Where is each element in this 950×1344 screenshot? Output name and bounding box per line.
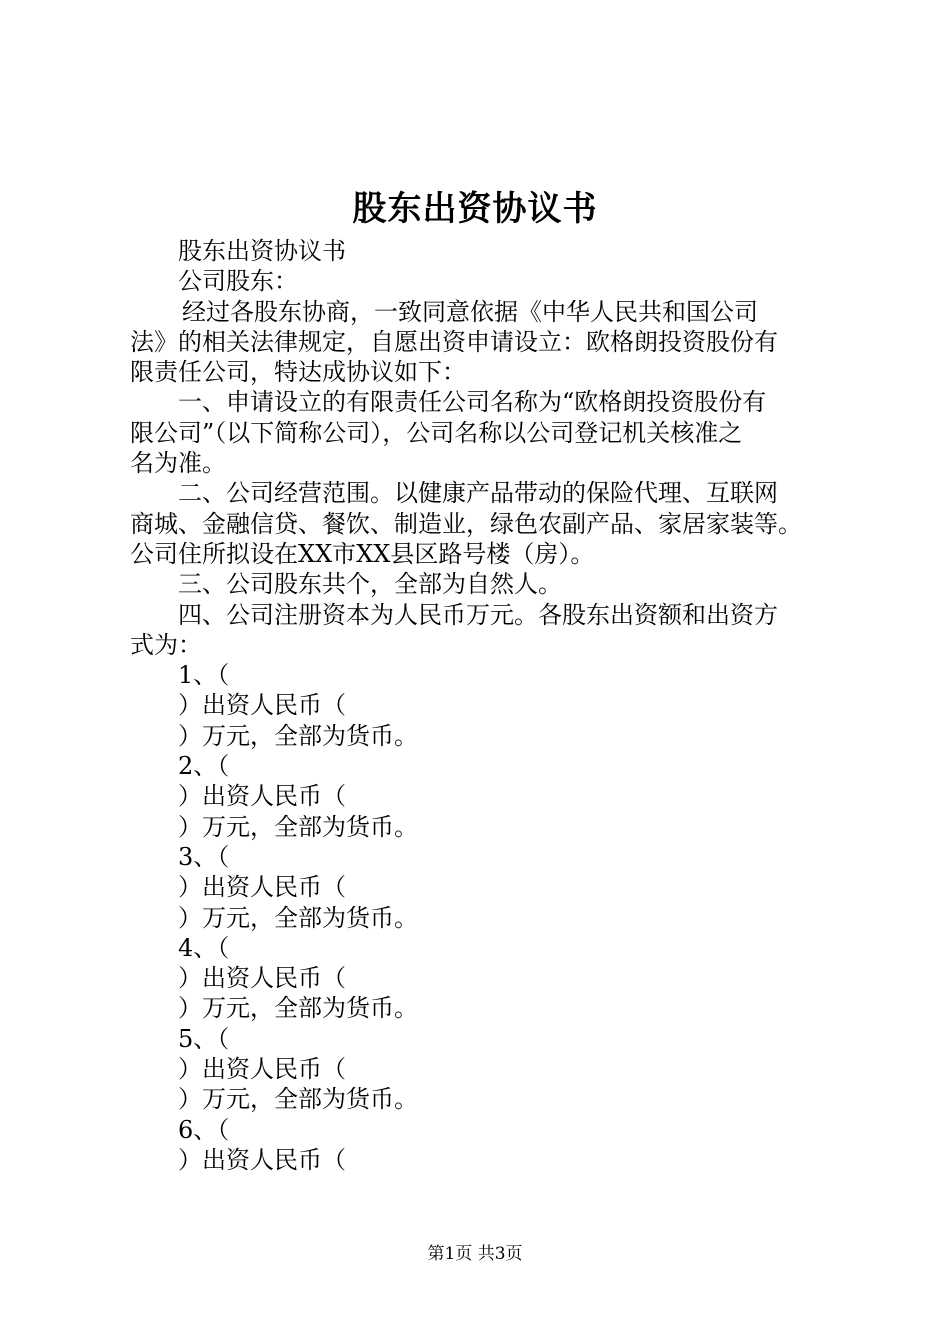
text-line: ）万元，全部为货币。 xyxy=(178,721,418,750)
text-line: 公司股东： xyxy=(178,267,298,296)
text-line: 1、（ xyxy=(178,661,230,690)
text-line: 法》的相关法律规定，自愿出资申请设立：欧格朗投资股份有 xyxy=(130,327,778,356)
text-line: 名为准。 xyxy=(130,449,226,478)
text-line: 6、（ xyxy=(178,1115,230,1144)
text-line: 经过各股东协商，一致同意依据《中华人民共和国公司 xyxy=(182,297,758,326)
text-line: 股东出资协议书 xyxy=(178,237,346,265)
text-line: ）万元，全部为货币。 xyxy=(178,812,418,841)
text-line: 公司住所拟设在XX市XX县区路号楼（房）。 xyxy=(130,539,595,568)
text-line: ）出资人民币（ xyxy=(178,873,346,902)
text-line: ）出资人民币（ xyxy=(178,964,346,993)
text-line: 一、申请设立的有限责任公司名称为“欧格朗投资股份有 xyxy=(178,388,767,417)
text-line: 5、（ xyxy=(178,1024,230,1053)
text-line: 三、公司股东共个，全部为自然人。 xyxy=(178,570,562,599)
text-line: ）出资人民币（ xyxy=(178,1055,346,1084)
text-line: 二、公司经营范围。以健康产品带动的保险代理、互联网 xyxy=(178,479,778,508)
text-line: 限责任公司，特达成协议如下： xyxy=(130,358,466,387)
text-line: 四、公司注册资本为人民币万元。各股东出资额和出资方 xyxy=(178,600,778,629)
text-line: ）万元，全部为货币。 xyxy=(178,1085,418,1114)
page-footer: 第1页 共3页 xyxy=(427,1244,523,1264)
text-line: ）出资人民币（ xyxy=(178,1145,346,1174)
text-line: ）出资人民币（ xyxy=(178,782,346,811)
document-body xyxy=(130,236,850,1175)
text-line: 3、（ xyxy=(178,842,230,871)
text-line: ）万元，全部为货币。 xyxy=(178,994,418,1023)
text-line: 限公司”（以下简称公司），公司名称以公司登记机关核准之 xyxy=(130,418,743,447)
text-line: ）出资人民币（ xyxy=(178,691,346,720)
text-line: 4、（ xyxy=(178,933,230,962)
text-line: ）万元，全部为货币。 xyxy=(178,903,418,932)
text-line: 式为： xyxy=(130,630,202,659)
page-title: 股东出资协议书 xyxy=(352,189,598,229)
text-line: 商城、金融信贷、餐饮、制造业，绿色农副产品、家居家装等。 xyxy=(130,509,802,538)
text-line: 2、（ xyxy=(178,752,230,781)
